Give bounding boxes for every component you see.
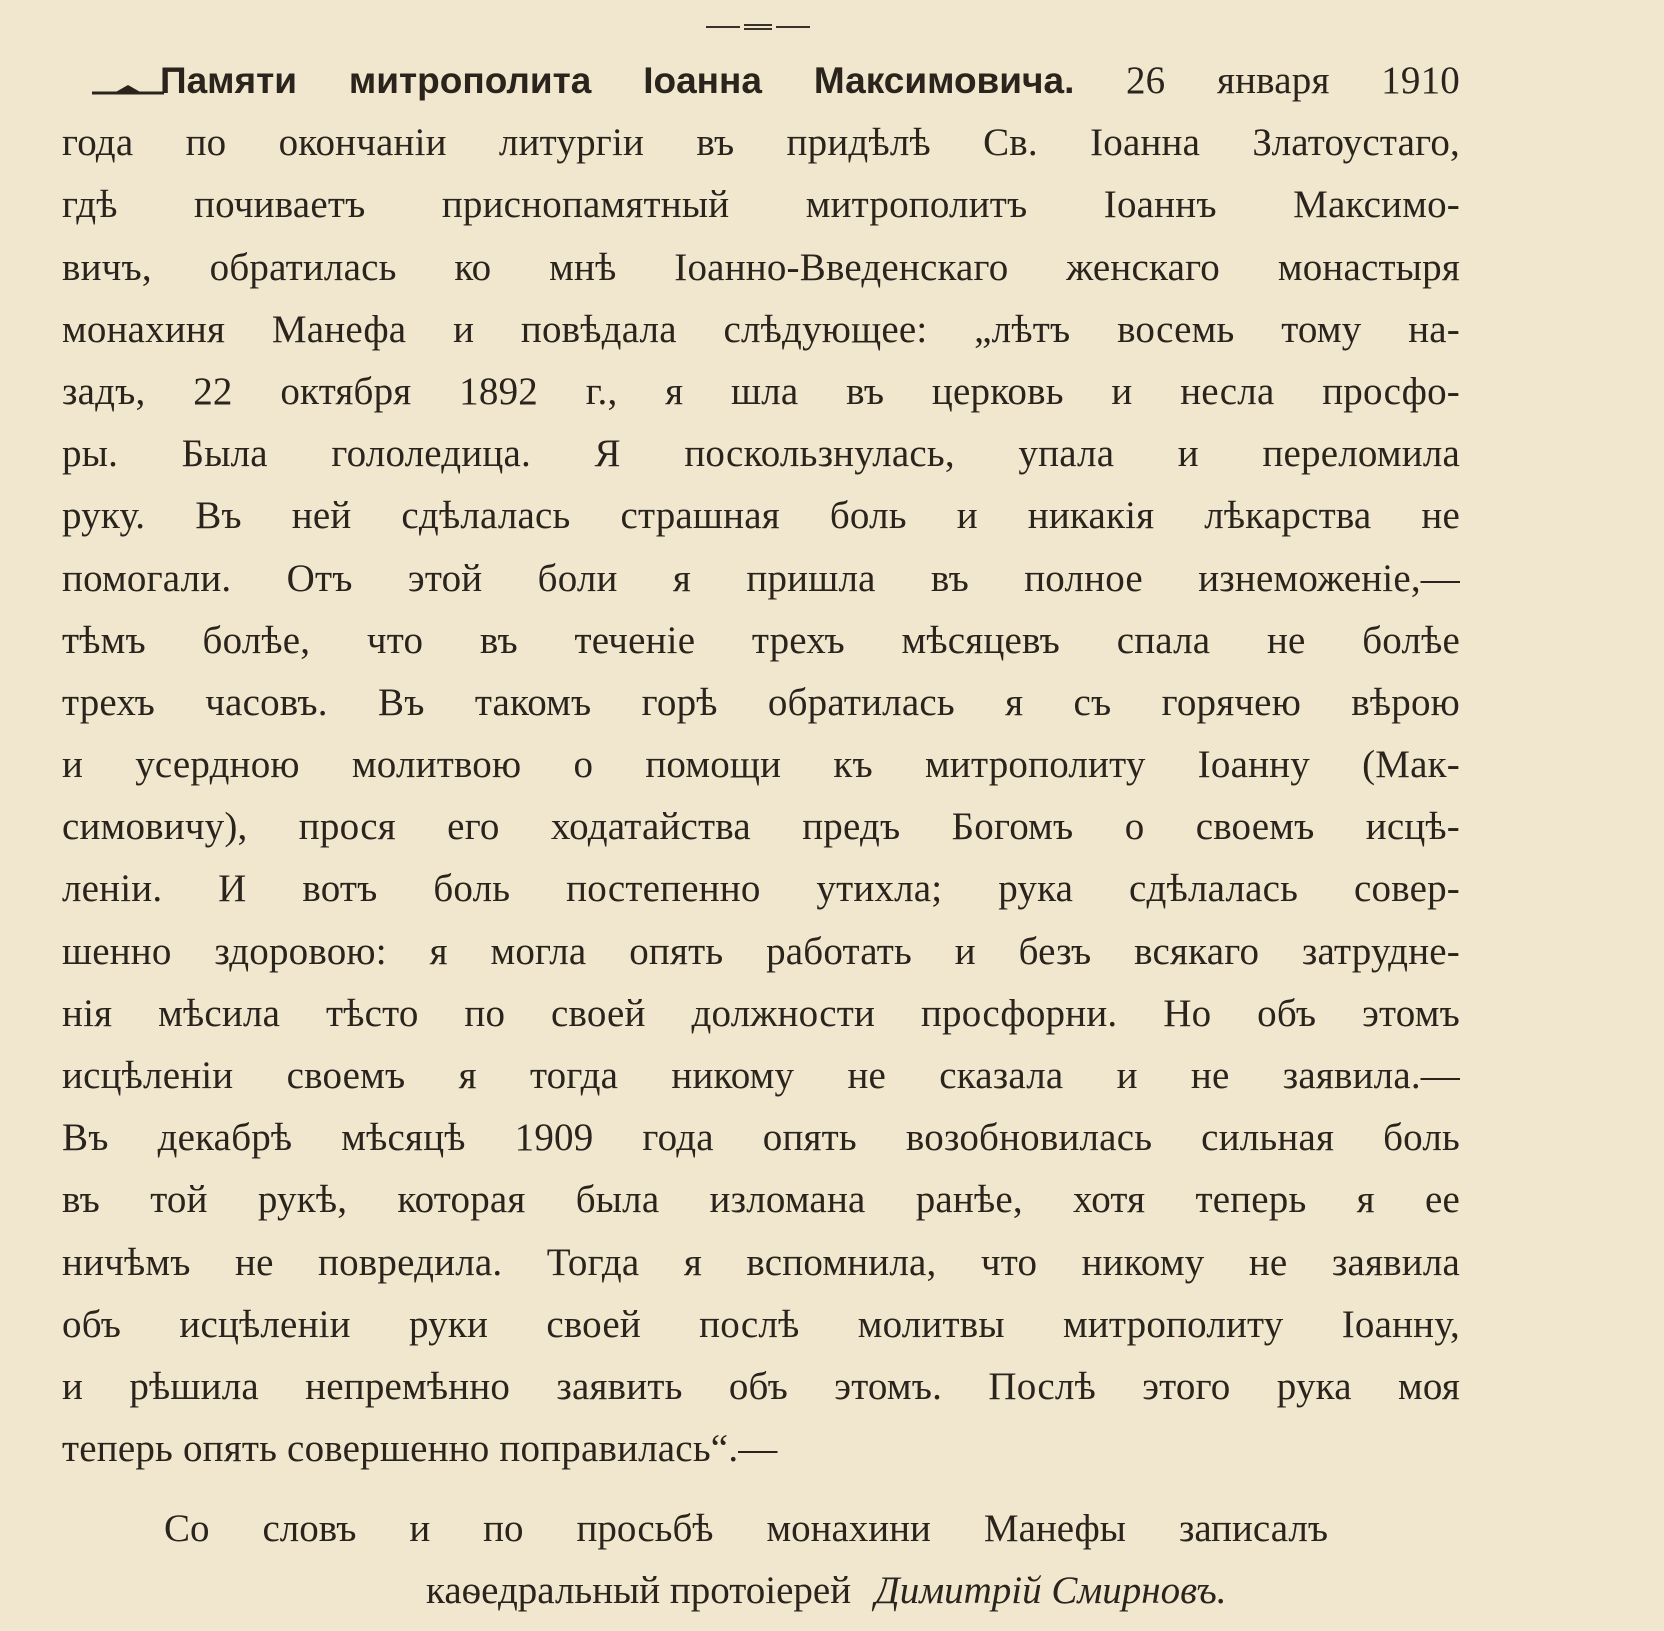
article-line: объ исцѣленіи руки своей послѣ молитвы митрополиту Іоанну, bbox=[62, 1302, 1460, 1346]
article-line: и усердною молитвою о помощи къ митрополиту Іоанну (Мак- bbox=[62, 743, 1460, 787]
article-line: нія мѣсила тѣсто по своей должности просфорни. Но объ этомъ bbox=[62, 991, 1460, 1035]
article-line: вичъ, обратилась ко мнѣ Іоанно-Введенскаго женскаго монастыря bbox=[62, 245, 1460, 289]
article-body bbox=[62, 50, 1460, 1480]
author-title: каѳедральный протоіерей bbox=[426, 1569, 852, 1612]
article-line: руку. Въ ней сдѣлалась страшная боль и никакія лѣкарства не bbox=[62, 494, 1460, 538]
article-line: ничѣмъ не повредила. Тогда я вспомнила, что никому не заявила bbox=[62, 1240, 1460, 1284]
article-line: въ той рукѣ, которая была изломана ранѣе, хотя теперь я ее bbox=[62, 1178, 1460, 1222]
article-line: исцѣленіи своемъ я тогда никому не сказала и не заявила.— bbox=[62, 1054, 1460, 1097]
article-line: помогали. Отъ этой боли я пришла въ полное изнеможеніе,— bbox=[62, 556, 1460, 600]
article-line: теперь опять совершенно поправилась“.— bbox=[62, 1427, 778, 1471]
top-decorative-rule bbox=[706, 22, 810, 32]
heading-ornament-icon bbox=[92, 84, 164, 96]
article-line: леніи. И вотъ боль постепенно утихла; рука сдѣлалась совер- bbox=[62, 867, 1460, 911]
article-date: 26 января 1910 bbox=[1125, 59, 1460, 102]
signature-line: Со словъ и по просьбѣ монахини Манефы записалъ bbox=[164, 1507, 1328, 1550]
article-line: трехъ часовъ. Въ такомъ горѣ обратилась я съ горячею вѣрою bbox=[62, 680, 1460, 724]
article-line: ры. Была гололедица. Я поскользнулась, упала и переломила bbox=[62, 432, 1460, 476]
article-line: года по окончаніи литургіи въ придѣлѣ Св. Іоанна Златоустаго, bbox=[62, 121, 1460, 165]
article-line: тѣмъ болѣе, что въ теченіе трехъ мѣсяцевъ спала не болѣе bbox=[62, 618, 1460, 662]
signature-author-line bbox=[426, 1560, 1458, 1622]
article-line: монахиня Манефа и повѣдала слѣдующее: „лѣтъ восемь тому на- bbox=[62, 307, 1460, 351]
article-line: задъ, 22 октября 1892 г., я шла въ церковь и несла просфо- bbox=[62, 369, 1460, 413]
article-line: гдѣ почиваетъ приснопамятный митрополитъ Іоаннъ Максимо- bbox=[62, 183, 1460, 227]
article-line: и рѣшила непремѣнно заявить объ этомъ. Послѣ этого рука моя bbox=[62, 1364, 1460, 1408]
article-line: Въ декабрѣ мѣсяцѣ 1909 года опять возобновилась сильная боль bbox=[62, 1116, 1460, 1160]
article-line bbox=[62, 50, 1460, 112]
article-line: симовичу), прося его ходатайства предъ Богомъ о своемъ исцѣ- bbox=[62, 805, 1460, 849]
article-line: шенно здоровою: я могла опять работать и безъ всякаго затрудне- bbox=[62, 929, 1460, 973]
article-heading: Памяти митрополита Іоанна Максимовича. bbox=[160, 60, 1075, 101]
author-name: Димитрій Смирновъ. bbox=[874, 1569, 1227, 1612]
